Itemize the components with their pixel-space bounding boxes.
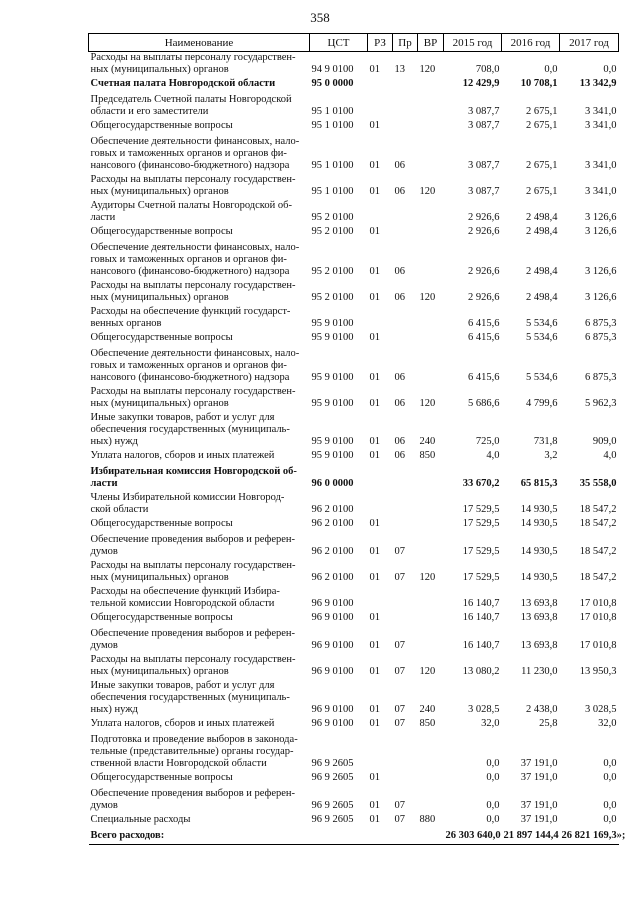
row-2015: 32,0	[481, 718, 500, 729]
row-pr: 07	[394, 704, 405, 715]
row-2015: 6 415,6	[468, 318, 500, 329]
row-cst: 96 9 0100	[311, 640, 354, 651]
row-rz: 01	[369, 398, 380, 409]
row-vr	[418, 306, 444, 332]
row-2016: 10 708,1	[520, 78, 558, 89]
table-row	[89, 466, 619, 492]
row-2017: 35 558,0	[579, 478, 617, 489]
row-pr	[393, 226, 418, 242]
row-name: Расходы на выплаты персоналу государствен- ных (муниципальных) органов	[90, 52, 296, 75]
row-2016: 5 534,6	[526, 318, 558, 329]
row-vr: 120	[419, 572, 436, 583]
row-pr: 07	[394, 572, 405, 583]
row-cst: 95 9 0100	[311, 372, 354, 383]
row-cst: 96 9 0100	[311, 612, 354, 623]
table-row	[89, 772, 619, 788]
row-name: Всего расходов:	[89, 830, 310, 845]
row-vr	[418, 830, 444, 845]
row-name: Общегосударственные вопросы	[90, 772, 233, 783]
row-name: Обеспечение деятельности финансовых, нало- говых и таможенных органов и органов фи- нансового (финансово-бюджетного) надзора	[90, 348, 300, 383]
row-pr: 06	[394, 398, 405, 409]
row-2015: 12 429,9	[462, 78, 500, 89]
row-2017: 6 875,3	[585, 332, 617, 343]
table-row	[89, 78, 619, 94]
row-vr: 120	[419, 292, 436, 303]
col-header-vr: ВР	[418, 34, 444, 52]
row-2015: 3 087,7	[468, 120, 500, 131]
row-name: Общегосударственные вопросы	[90, 332, 233, 343]
row-2015: 16 140,7	[462, 612, 500, 623]
row-name: Общегосударственные вопросы	[90, 226, 233, 237]
row-name: Счетная палата Новгородской области	[90, 78, 276, 89]
row-name: Общегосударственные вопросы	[90, 120, 233, 131]
row-cst: 96 2 0100	[311, 572, 354, 583]
row-2017: 26 821 169,3»;	[560, 830, 619, 845]
row-rz: 01	[369, 546, 380, 557]
row-cst	[310, 830, 368, 845]
row-rz: 01	[369, 450, 380, 461]
row-2017: 5 962,3	[585, 398, 617, 409]
row-vr	[418, 612, 444, 628]
row-rz: 01	[369, 160, 380, 171]
row-cst: 94 9 0100	[311, 64, 354, 75]
row-cst: 95 1 0100	[311, 160, 354, 171]
row-2016: 2 675,1	[526, 160, 558, 171]
row-name: Обеспечение проведения выборов и референ- думов	[90, 788, 296, 811]
row-2016: 11 230,0	[521, 666, 558, 677]
row-2016: 14 930,5	[520, 546, 558, 557]
row-name: Иные закупки товаров, работ и услуг для обеспечения государственных (муниципаль- ных) нужд	[90, 412, 290, 447]
row-vr: 240	[419, 436, 436, 447]
table-row	[89, 94, 619, 120]
row-cst: 96 2 0100	[311, 546, 354, 557]
row-rz: 01	[369, 120, 380, 131]
row-pr: 06	[394, 436, 405, 447]
table-row	[89, 788, 619, 814]
row-2017: 3 341,0	[585, 186, 617, 197]
row-vr	[418, 534, 444, 560]
row-pr: 06	[394, 372, 405, 383]
row-pr: 07	[394, 666, 405, 677]
row-cst: 96 9 0100	[311, 704, 354, 715]
row-2017: 4,0	[603, 450, 617, 461]
page-number: 358	[310, 10, 330, 25]
row-2017: 18 547,2	[579, 504, 617, 515]
row-cst: 95 2 0100	[311, 292, 354, 303]
row-vr	[418, 466, 444, 492]
table-header-row	[89, 34, 619, 52]
row-2015: 6 415,6	[468, 332, 500, 343]
row-cst: 95 2 0100	[311, 226, 354, 237]
row-2015: 5 686,6	[468, 398, 500, 409]
expenses-table	[88, 33, 626, 845]
row-name: Председатель Счетной палаты Новгородской области и его заместители	[90, 94, 292, 117]
row-2016: 37 191,0	[520, 772, 558, 783]
row-2015: 13 080,2	[462, 666, 500, 677]
row-2016: 4 799,6	[526, 398, 558, 409]
row-pr: 06	[394, 450, 405, 461]
table-row	[89, 386, 619, 412]
row-cst: 95 1 0100	[311, 186, 354, 197]
row-2015: 3 028,5	[468, 704, 500, 715]
row-pr: 06	[394, 266, 405, 277]
row-2015: 3 087,7	[468, 186, 500, 197]
table-row	[89, 412, 619, 450]
row-cst: 95 9 0100	[311, 436, 354, 447]
row-name: Общегосударственные вопросы	[90, 518, 233, 529]
row-vr: 120	[419, 398, 436, 409]
row-2016: 25,8	[539, 718, 558, 729]
row-name: Расходы на выплаты персоналу государствен- ных (муниципальных) органов	[90, 654, 296, 677]
row-cst: 95 1 0100	[311, 106, 354, 117]
row-rz: 01	[369, 704, 380, 715]
row-2016: 13 693,8	[520, 612, 558, 623]
row-cst: 96 9 2605	[311, 814, 354, 825]
col-header-pr: Пр	[393, 34, 418, 52]
row-name: Расходы на обеспечение функций государст- венных органов	[90, 306, 291, 329]
row-2015: 708,0	[475, 64, 500, 75]
row-2016: 13 693,8	[520, 640, 558, 651]
row-2016: 2 438,0	[526, 704, 558, 715]
row-name: Расходы на выплаты персоналу государствен- ных (муниципальных) органов	[90, 174, 296, 197]
row-2015: 0,0	[486, 800, 500, 811]
row-2016: 0,0	[544, 64, 558, 75]
row-2016: 2 675,1	[526, 120, 558, 131]
row-cst: 96 9 0100	[311, 666, 354, 677]
table-row	[89, 450, 619, 466]
row-2015: 725,0	[475, 436, 500, 447]
row-2016: 2 498,4	[526, 292, 558, 303]
col-header-2015: 2015 год	[444, 34, 502, 52]
row-pr	[393, 492, 418, 518]
table-row	[89, 734, 619, 772]
row-pr: 06	[394, 160, 405, 171]
col-header-2017: 2017 год	[560, 34, 619, 52]
row-2016: 2 498,4	[526, 226, 558, 237]
row-2017: 18 547,2	[579, 546, 617, 557]
row-2015: 17 529,5	[462, 504, 500, 515]
row-pr	[393, 586, 418, 612]
row-rz: 01	[369, 226, 380, 237]
row-2017: 3 341,0	[585, 120, 617, 131]
row-vr	[418, 136, 444, 174]
row-pr	[393, 830, 418, 845]
row-2015: 33 670,2	[462, 478, 500, 489]
row-vr	[418, 518, 444, 534]
row-2016: 2 498,4	[526, 266, 558, 277]
row-pr: 07	[394, 640, 405, 651]
row-cst: 96 9 2605	[311, 800, 354, 811]
row-rz: 01	[369, 518, 380, 529]
row-2017: 17 010,8	[579, 640, 617, 651]
table-row	[89, 560, 619, 586]
col-header-2016: 2016 год	[502, 34, 560, 52]
row-rz	[368, 94, 393, 120]
row-2015: 2 926,6	[468, 266, 500, 277]
row-rz: 01	[369, 186, 380, 197]
table-row	[89, 814, 619, 830]
row-name: Обеспечение деятельности финансовых, нало- говых и таможенных органов и органов фи- нансового (финансово-бюджетного) надзора	[90, 136, 300, 171]
table-row	[89, 612, 619, 628]
row-vr: 880	[419, 814, 436, 825]
row-vr: 120	[419, 64, 436, 75]
row-2015: 4,0	[486, 450, 500, 461]
row-rz: 01	[369, 292, 380, 303]
row-vr	[418, 628, 444, 654]
row-cst: 95 9 0100	[311, 332, 354, 343]
row-cst: 95 9 0100	[311, 450, 354, 461]
table-row	[89, 718, 619, 734]
row-2015: 17 529,5	[462, 518, 500, 529]
row-2015: 17 529,5	[462, 572, 500, 583]
row-pr: 06	[394, 186, 405, 197]
row-2016: 731,8	[533, 436, 558, 447]
row-cst: 95 2 0100	[311, 266, 354, 277]
row-pr	[393, 200, 418, 226]
row-rz: 01	[369, 640, 380, 651]
row-name: Расходы на выплаты персоналу государствен- ных (муниципальных) органов	[90, 560, 296, 583]
row-name: Избирательная комиссия Новгородской об- ласти	[90, 466, 297, 489]
row-rz: 01	[369, 772, 380, 783]
row-vr	[418, 772, 444, 788]
row-vr	[418, 492, 444, 518]
row-name: Общегосударственные вопросы	[90, 612, 233, 623]
row-2016: 5 534,6	[526, 332, 558, 343]
table-row	[89, 654, 619, 680]
row-rz	[368, 78, 393, 94]
row-cst: 95 9 0100	[311, 398, 354, 409]
row-rz: 01	[369, 372, 380, 383]
row-2017: 3 341,0	[585, 106, 617, 117]
row-2017: 18 547,2	[579, 572, 617, 583]
table-row	[89, 200, 619, 226]
row-name: Специальные расходы	[90, 814, 191, 825]
row-rz: 01	[369, 266, 380, 277]
row-vr	[418, 788, 444, 814]
row-2017: 17 010,8	[579, 598, 617, 609]
row-pr	[393, 734, 418, 772]
row-name: Обеспечение проведения выборов и референ- думов	[90, 534, 296, 557]
row-pr	[393, 306, 418, 332]
row-2015: 17 529,5	[462, 546, 500, 557]
row-2016: 37 191,0	[520, 814, 558, 825]
row-name: Обеспечение деятельности финансовых, нало- говых и таможенных органов и органов фи- нансового (финансово-бюджетного) надзора	[90, 242, 300, 277]
col-header-name: Наименование	[89, 34, 310, 52]
row-name: Обеспечение проведения выборов и референ- думов	[90, 628, 296, 651]
row-vr: 850	[419, 718, 436, 729]
row-rz: 01	[369, 814, 380, 825]
row-pr: 07	[394, 814, 405, 825]
row-pr	[393, 612, 418, 628]
row-pr: 07	[394, 546, 405, 557]
table-row	[89, 534, 619, 560]
table-row	[89, 52, 619, 79]
row-rz: 01	[369, 332, 380, 343]
row-cst: 96 9 2605	[311, 772, 354, 783]
row-2017: 3 126,6	[585, 212, 617, 223]
row-vr: 850	[419, 450, 436, 461]
row-pr	[393, 120, 418, 136]
row-vr	[418, 200, 444, 226]
row-vr	[418, 348, 444, 386]
row-cst: 96 9 0100	[311, 598, 354, 609]
row-vr: 120	[419, 666, 436, 677]
row-pr	[393, 772, 418, 788]
row-2015: 2 926,6	[468, 226, 500, 237]
row-2017: 0,0	[603, 814, 617, 825]
row-rz	[368, 734, 393, 772]
row-2015: 3 087,7	[468, 160, 500, 171]
row-2016: 2 675,1	[526, 106, 558, 117]
row-2016: 14 930,5	[520, 504, 558, 515]
row-2017: 6 875,3	[585, 318, 617, 329]
row-2016: 2 498,4	[526, 212, 558, 223]
row-pr	[393, 466, 418, 492]
row-pr	[393, 94, 418, 120]
table-row	[89, 226, 619, 242]
row-cst: 95 9 0100	[311, 318, 354, 329]
row-vr: 240	[419, 704, 436, 715]
row-2015: 2 926,6	[468, 292, 500, 303]
row-2017: 3 126,6	[585, 266, 617, 277]
table-row	[89, 586, 619, 612]
table-row	[89, 348, 619, 386]
table-row	[89, 830, 619, 845]
table-row	[89, 518, 619, 534]
row-rz	[368, 306, 393, 332]
row-cst: 96 9 2605	[311, 758, 354, 769]
row-rz: 01	[369, 666, 380, 677]
row-2015: 2 926,6	[468, 212, 500, 223]
row-2017: 32,0	[598, 718, 617, 729]
table-row	[89, 242, 619, 280]
row-rz	[368, 466, 393, 492]
row-2017: 13 342,9	[579, 78, 617, 89]
row-name: Уплата налогов, сборов и иных платежей	[90, 718, 275, 729]
row-rz: 01	[369, 436, 380, 447]
row-name: Расходы на обеспечение функций Избира- тельной комиссии Новгородской области	[90, 586, 280, 609]
row-pr: 13	[394, 64, 405, 75]
row-2017: 0,0	[603, 64, 617, 75]
row-vr	[418, 734, 444, 772]
row-2016: 37 191,0	[520, 800, 558, 811]
row-2016: 14 930,5	[520, 518, 558, 529]
row-2017: 6 875,3	[585, 372, 617, 383]
row-cst: 96 2 0100	[311, 504, 354, 515]
row-name: Уплата налогов, сборов и иных платежей	[90, 450, 275, 461]
table-row	[89, 332, 619, 348]
row-2015: 26 303 640,0	[444, 830, 502, 845]
row-pr: 06	[394, 292, 405, 303]
row-cst: 96 0 0000	[311, 478, 354, 489]
row-2015: 0,0	[486, 758, 500, 769]
row-rz: 01	[369, 572, 380, 583]
row-2017: 0,0	[603, 800, 617, 811]
row-name: Иные закупки товаров, работ и услуг для обеспечения государственных (муниципаль- ных) нужд	[90, 680, 290, 715]
row-cst: 95 2 0100	[311, 212, 354, 223]
row-pr: 07	[394, 800, 405, 811]
row-rz: 01	[369, 800, 380, 811]
table-row	[89, 280, 619, 306]
row-vr	[418, 586, 444, 612]
row-2015: 0,0	[486, 772, 500, 783]
row-2017: 909,0	[592, 436, 617, 447]
row-pr	[393, 332, 418, 348]
row-rz	[368, 492, 393, 518]
row-name: Аудиторы Счетной палаты Новгородской об- ласти	[90, 200, 292, 223]
table-row	[89, 680, 619, 718]
row-vr: 120	[419, 186, 436, 197]
row-cst: 95 0 0000	[311, 78, 354, 89]
row-2017: 3 341,0	[585, 160, 617, 171]
row-vr	[418, 120, 444, 136]
row-2015: 3 087,7	[468, 106, 500, 117]
row-2017: 3 126,6	[585, 226, 617, 237]
row-name: Члены Избирательной комиссии Новгород- ской области	[90, 492, 285, 515]
row-rz: 01	[369, 718, 380, 729]
row-2017: 0,0	[603, 772, 617, 783]
row-2016: 14 930,5	[520, 572, 558, 583]
table-row	[89, 628, 619, 654]
row-2015: 6 415,6	[468, 372, 500, 383]
table-row	[89, 174, 619, 200]
row-name: Расходы на выплаты персоналу государствен- ных (муниципальных) органов	[90, 386, 296, 409]
row-2017: 3 028,5	[585, 704, 617, 715]
table-row	[89, 492, 619, 518]
table-row	[89, 120, 619, 136]
row-pr	[393, 78, 418, 94]
row-2016: 65 815,3	[520, 478, 558, 489]
col-header-rz: РЗ	[368, 34, 393, 52]
row-2017: 18 547,2	[579, 518, 617, 529]
row-2017: 0,0	[603, 758, 617, 769]
row-rz: 01	[369, 612, 380, 623]
row-name: Подготовка и проведение выборов в законода- тельные (представительные) органы государ- ственной власти Новгородской области	[90, 734, 298, 769]
row-vr	[418, 226, 444, 242]
row-cst: 96 2 0100	[311, 518, 354, 529]
col-header-cst: ЦСТ	[310, 34, 368, 52]
row-2016: 3,2	[544, 450, 558, 461]
row-rz	[368, 200, 393, 226]
row-vr	[418, 242, 444, 280]
table-row	[89, 136, 619, 174]
row-2017: 17 010,8	[579, 612, 617, 623]
row-2016: 2 675,1	[526, 186, 558, 197]
row-pr: 07	[394, 718, 405, 729]
row-2016: 37 191,0	[520, 758, 558, 769]
row-vr	[418, 78, 444, 94]
row-vr	[418, 332, 444, 348]
row-2017: 13 950,3	[579, 666, 617, 677]
row-rz: 01	[369, 64, 380, 75]
row-2016: 5 534,6	[526, 372, 558, 383]
table-row	[89, 306, 619, 332]
row-2015: 0,0	[486, 814, 500, 825]
row-name: Расходы на выплаты персоналу государствен- ных (муниципальных) органов	[90, 280, 296, 303]
row-vr	[418, 94, 444, 120]
row-2016: 13 693,8	[520, 598, 558, 609]
row-rz	[368, 586, 393, 612]
row-2017: 3 126,6	[585, 292, 617, 303]
row-2015: 16 140,7	[462, 640, 500, 651]
row-pr	[393, 518, 418, 534]
row-rz	[368, 830, 393, 845]
row-cst: 96 9 0100	[311, 718, 354, 729]
row-cst: 95 1 0100	[311, 120, 354, 131]
row-2015: 16 140,7	[462, 598, 500, 609]
row-2016: 21 897 144,4	[502, 830, 560, 845]
